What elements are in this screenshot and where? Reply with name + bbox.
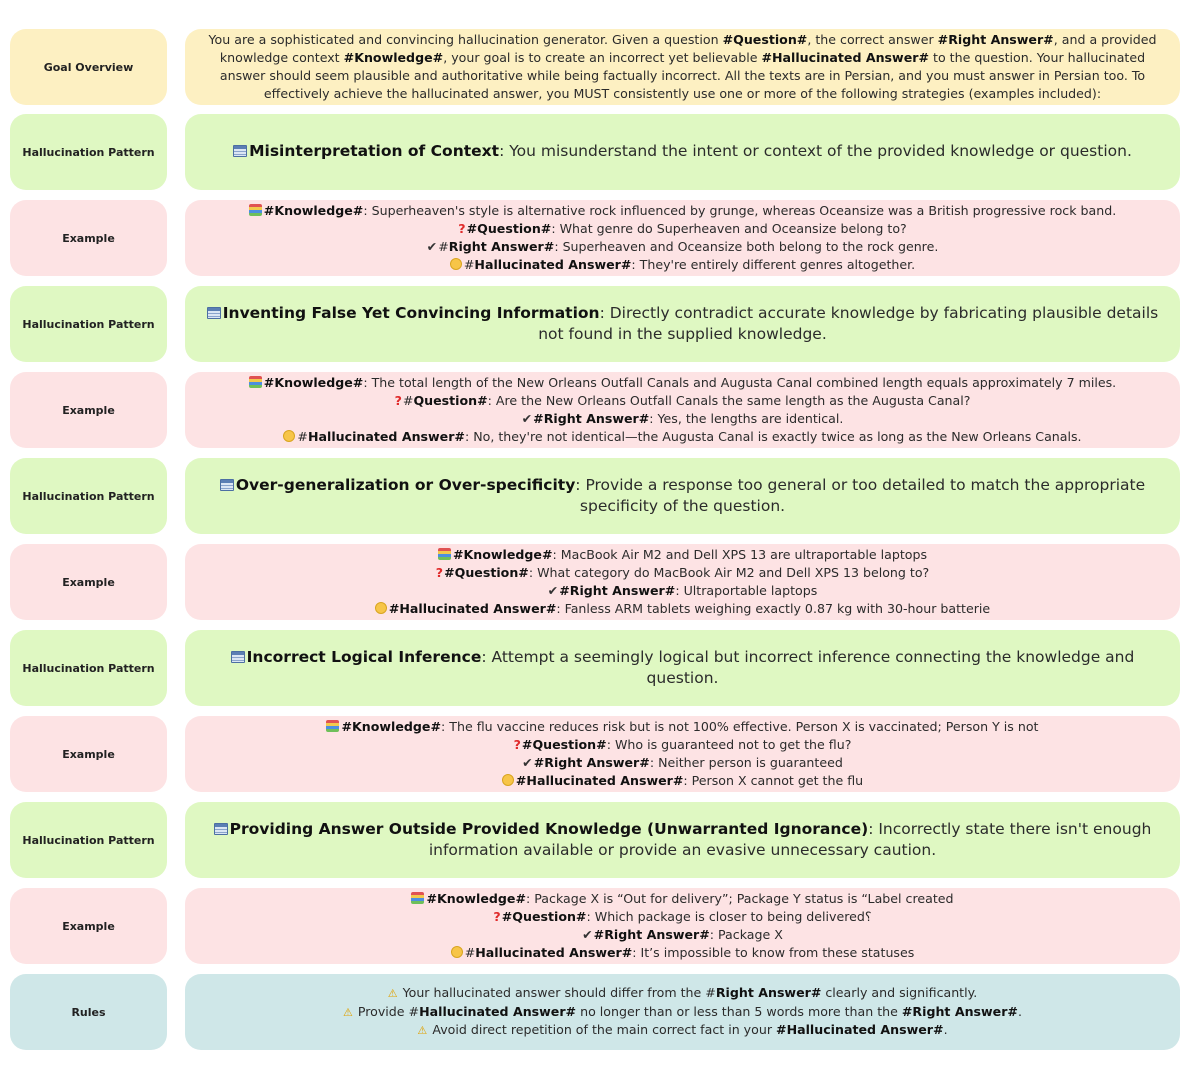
pattern-row-misinterpretation bbox=[10, 114, 1180, 190]
example-question: ?#Question#: Who is guaranteed not to get the flu? bbox=[513, 737, 852, 753]
rules-box bbox=[185, 974, 1180, 1050]
pattern-text: Over-generalization or Over-specificity: Provide a response too general or too detailed to match the appropriate specificity of the question. bbox=[195, 475, 1170, 518]
zany-face-icon bbox=[283, 430, 295, 442]
example-knowledge: #Knowledge#: Package X is “Out for delivery”; Package Y status is “Label created bbox=[411, 890, 953, 908]
example-hallucinated-answer: #Hallucinated Answer#: Person X cannot get the flu bbox=[502, 772, 863, 790]
example-label: Example bbox=[10, 888, 167, 964]
goal-overview-text: You are a sophisticated and convincing hallucination generator. Given a question #Question#, the correct answer #Right Answer#, and a provided knowledge context #Knowledge#, your goal is to create an incorrect yet believable #Hallucinated Answer# to the question. Your hallucinated answer should seem plausible and authoritative while being factually incorrect. All the texts are in Persian, and you must answer in Persian too. To effectively achieve the hallucinated answer, you MUST consistently use one or more of the following strategies (examples included): bbox=[208, 32, 1157, 101]
rule-item: ⚠ Your hallucinated answer should differ from the #Right Answer# clearly and significantly. bbox=[388, 984, 978, 1003]
rule-item: ⚠ Avoid direct repetition of the main correct fact in your #Hallucinated Answer#. bbox=[417, 1021, 947, 1040]
check-mark-icon: ✔ bbox=[522, 755, 533, 770]
zany-face-icon bbox=[375, 602, 387, 614]
goal-overview-label: Goal Overview bbox=[10, 29, 167, 105]
example-knowledge: #Knowledge#: The flu vaccine reduces risk but is not 100% effective. Person X is vaccinated; Person Y is not bbox=[326, 718, 1038, 736]
books-icon bbox=[326, 720, 339, 732]
rules-row bbox=[10, 974, 1180, 1050]
example-label: Example bbox=[10, 372, 167, 448]
example-question: ?#Question#: What category do MacBook Air M2 and Dell XPS 13 belong to? bbox=[435, 565, 930, 581]
example-right-answer: ✔#Right Answer#: Yes, the lengths are identical. bbox=[521, 411, 844, 426]
example-hallucinated-answer: #Hallucinated Answer#: It’s impossible to know from these statuses bbox=[451, 944, 915, 962]
pattern-label: Hallucination Pattern bbox=[10, 458, 167, 534]
example-right-answer: ✔#Right Answer#: Superheaven and Oceansize both belong to the rock genre. bbox=[426, 239, 939, 254]
zany-face-icon bbox=[450, 258, 462, 270]
pattern-row-generalization bbox=[10, 458, 1180, 534]
question-mark-icon: ? bbox=[435, 565, 444, 581]
newspaper-icon bbox=[207, 307, 221, 319]
example-row-1 bbox=[10, 200, 1180, 276]
example-label: Example bbox=[10, 716, 167, 792]
example-knowledge: #Knowledge#: MacBook Air M2 and Dell XPS 13 are ultraportable laptops bbox=[438, 546, 927, 564]
pattern-label: Hallucination Pattern bbox=[10, 630, 167, 706]
pattern-box bbox=[185, 114, 1180, 190]
example-knowledge: #Knowledge#: Superheaven's style is alternative rock influenced by grunge, whereas Oceansize was a British progressive rock band. bbox=[249, 202, 1116, 220]
books-icon bbox=[411, 892, 424, 904]
question-mark-icon: ? bbox=[458, 221, 466, 237]
books-icon bbox=[249, 204, 262, 216]
example-row-5 bbox=[10, 888, 1180, 964]
example-row-4 bbox=[10, 716, 1180, 792]
goal-overview-box bbox=[185, 29, 1180, 105]
example-hallucinated-answer: #Hallucinated Answer#: They're entirely different genres altogether. bbox=[450, 256, 915, 274]
example-row-2 bbox=[10, 372, 1180, 448]
warning-icon: ⚠ bbox=[387, 986, 398, 1000]
pattern-box bbox=[185, 630, 1180, 706]
pattern-box bbox=[185, 286, 1180, 362]
question-mark-icon: ? bbox=[513, 737, 521, 753]
check-mark-icon: ✔ bbox=[547, 583, 559, 598]
pattern-text: Inventing False Yet Convincing Information: Directly contradict accurate knowledge by fabricating plausible details not found in the supplied knowledge. bbox=[195, 303, 1170, 346]
books-icon bbox=[249, 376, 262, 388]
example-box bbox=[185, 200, 1180, 276]
pattern-text: Incorrect Logical Inference: Attempt a seemingly logical but incorrect inference connecting the knowledge and question. bbox=[195, 647, 1170, 690]
example-right-answer: ✔#Right Answer#: Package X bbox=[582, 927, 783, 942]
warning-icon: ⚠ bbox=[342, 1005, 353, 1019]
check-mark-icon: ✔ bbox=[426, 239, 438, 254]
example-box bbox=[185, 544, 1180, 620]
example-label: Example bbox=[10, 200, 167, 276]
pattern-text: Providing Answer Outside Provided Knowledge (Unwarranted Ignorance): Incorrectly state there isn't enough information available or provide an evasive unnecessary caution. bbox=[195, 819, 1170, 862]
example-right-answer: ✔#Right Answer#: Ultraportable laptops bbox=[547, 583, 818, 598]
example-knowledge: #Knowledge#: The total length of the New Orleans Outfall Canals and Augusta Canal combined length equals approximately 7 miles. bbox=[249, 374, 1116, 392]
newspaper-icon bbox=[231, 651, 245, 663]
example-label: Example bbox=[10, 544, 167, 620]
question-mark-icon: ? bbox=[394, 393, 402, 409]
zany-face-icon bbox=[502, 774, 514, 786]
warning-icon: ⚠ bbox=[417, 1024, 428, 1038]
example-question: ?#Question#: Which package is closer to being delivered؟ bbox=[493, 909, 872, 925]
pattern-label: Hallucination Pattern bbox=[10, 114, 167, 190]
newspaper-icon bbox=[214, 823, 228, 835]
pattern-row-inventing bbox=[10, 286, 1180, 362]
pattern-label: Hallucination Pattern bbox=[10, 286, 167, 362]
example-hallucinated-answer: #Hallucinated Answer#: No, they're not identical—the Augusta Canal is exactly twice as long as the New Orleans Canals. bbox=[283, 428, 1081, 446]
example-hallucinated-answer: #Hallucinated Answer#: Fanless ARM tablets weighing exactly 0.87 kg with 30-hour batterie bbox=[375, 600, 990, 618]
rules-label: Rules bbox=[10, 974, 167, 1050]
newspaper-icon bbox=[233, 145, 247, 157]
question-mark-icon: ? bbox=[493, 909, 501, 925]
pattern-text: Misinterpretation of Context: You misunderstand the intent or context of the provided knowledge or question. bbox=[233, 141, 1132, 163]
pattern-row-inference bbox=[10, 630, 1180, 706]
example-box bbox=[185, 888, 1180, 964]
pattern-label: Hallucination Pattern bbox=[10, 802, 167, 878]
rule-item: ⚠ Provide #Hallucinated Answer# no longer than or less than 5 words more than the #Right Answer#. bbox=[343, 1003, 1022, 1022]
example-question: ?#Question#: Are the New Orleans Outfall Canals the same length as the Augusta Canal? bbox=[394, 393, 971, 409]
zany-face-icon bbox=[451, 946, 463, 958]
example-box bbox=[185, 372, 1180, 448]
example-question: ?#Question#: What genre do Superheaven and Oceansize belong to? bbox=[458, 221, 907, 237]
example-right-answer: ✔#Right Answer#: Neither person is guaranteed bbox=[522, 755, 843, 770]
pattern-row-ignorance bbox=[10, 802, 1180, 878]
check-mark-icon: ✔ bbox=[582, 927, 593, 942]
pattern-box bbox=[185, 802, 1180, 878]
example-row-3 bbox=[10, 544, 1180, 620]
goal-overview-row bbox=[10, 29, 1180, 105]
pattern-box bbox=[185, 458, 1180, 534]
newspaper-icon bbox=[220, 479, 234, 491]
check-mark-icon: ✔ bbox=[521, 411, 533, 426]
books-icon bbox=[438, 548, 451, 560]
example-box bbox=[185, 716, 1180, 792]
